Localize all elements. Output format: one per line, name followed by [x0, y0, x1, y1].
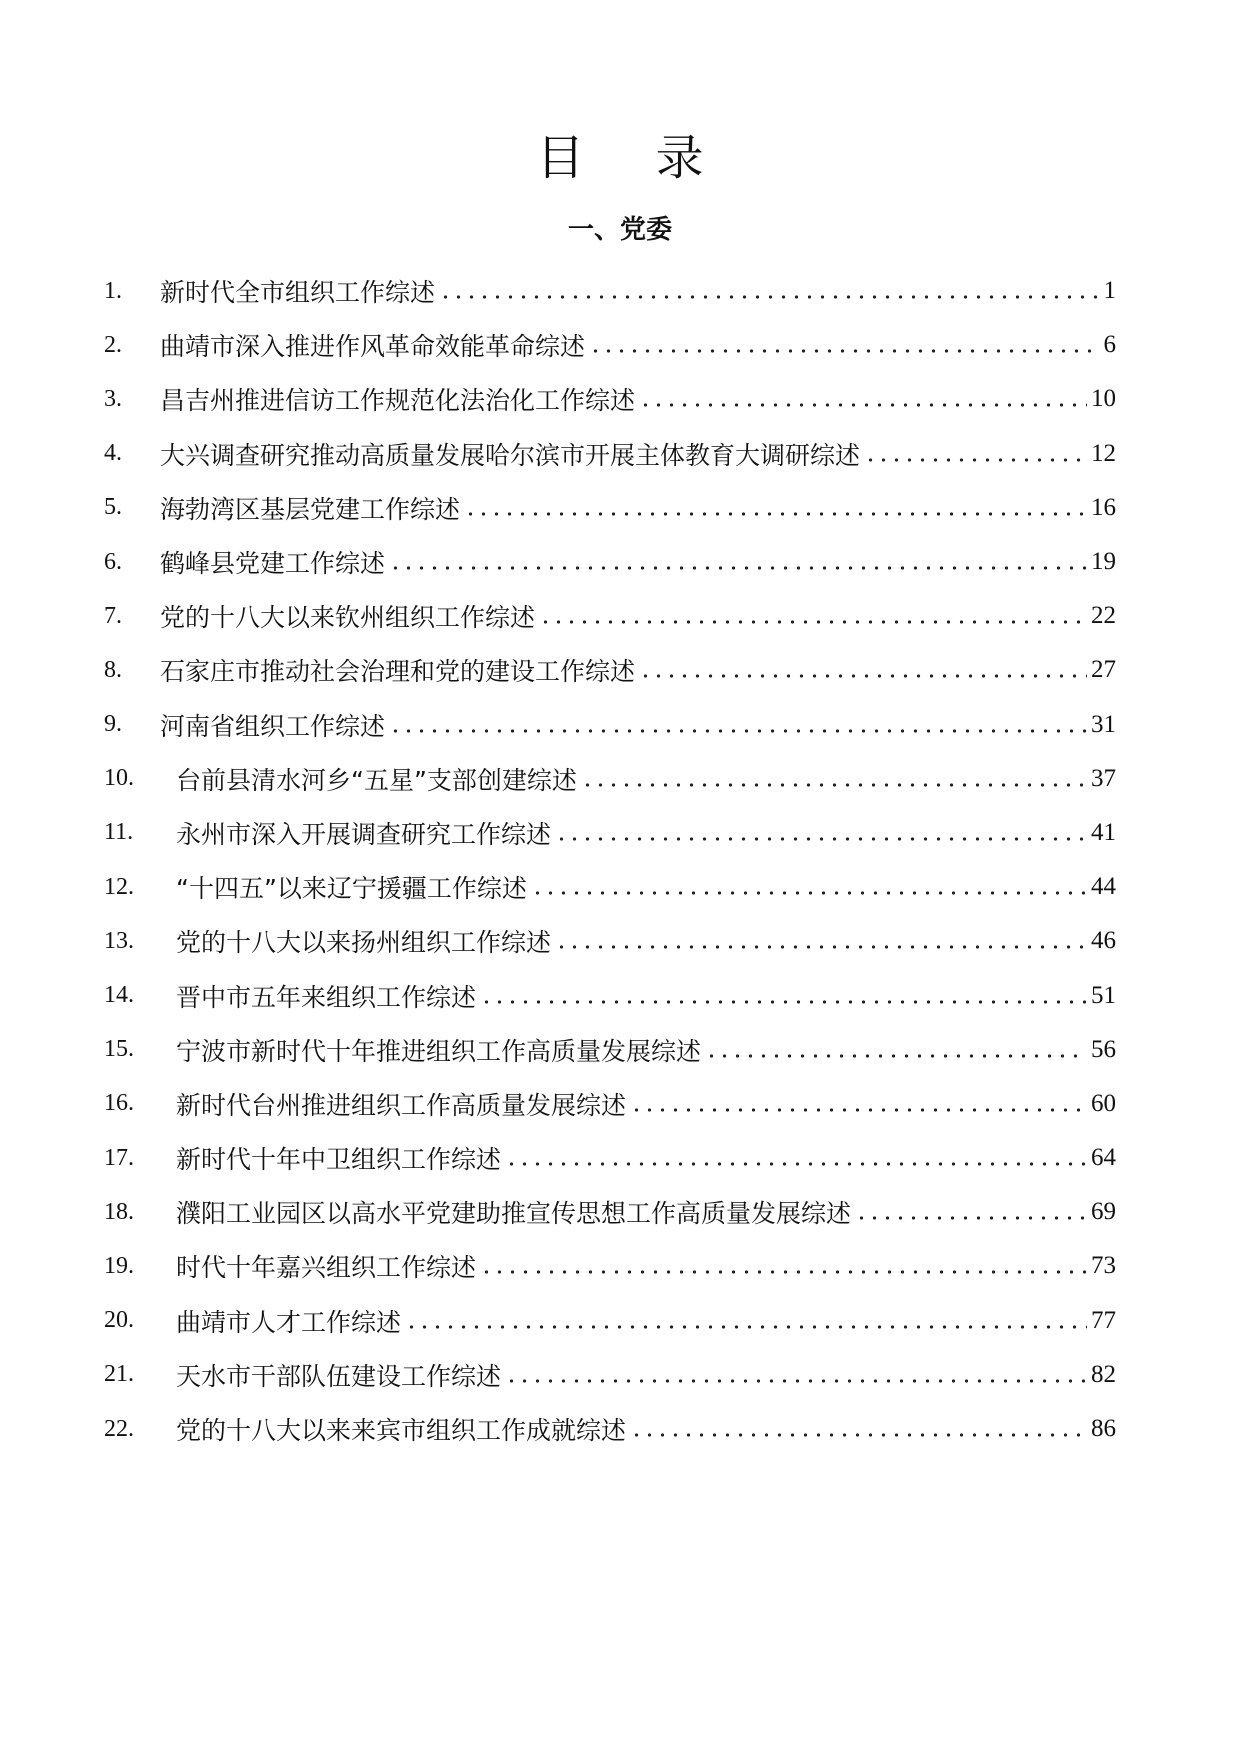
toc-entry-title: 大兴调查研究推动高质量发展哈尔滨市开展主体教育大调研综述 — [160, 440, 861, 470]
toc-entry[interactable] — [104, 968, 1116, 1022]
toc-entry[interactable] — [104, 535, 1116, 589]
toc-entry-number: 8. — [104, 656, 122, 683]
toc-entry-title: 新时代台州推进组织工作高质量发展综述 — [176, 1090, 627, 1120]
section-heading: 一、党委 — [567, 215, 672, 245]
toc-entry[interactable] — [104, 1077, 1116, 1131]
toc-entry-title: 时代十年嘉兴组织工作综述 — [176, 1253, 477, 1283]
toc-entry-number: 15. — [104, 1036, 134, 1063]
toc-dot-leader — [555, 834, 1087, 844]
toc-entry-number: 19. — [104, 1252, 134, 1279]
toc-dot-leader — [855, 1213, 1087, 1223]
toc-entry-page-number: 56 — [1091, 1035, 1116, 1063]
toc-entry-number: 12. — [104, 873, 134, 900]
toc-entry[interactable] — [104, 264, 1116, 318]
toc-entry-title: 石家庄市推动社会治理和党的建设工作综述 — [160, 657, 636, 687]
toc-entry-page-number: 73 — [1091, 1252, 1116, 1280]
toc-entry[interactable] — [104, 427, 1116, 481]
toc-dot-leader — [439, 292, 1099, 302]
toc-entry-page-number: 69 — [1091, 1198, 1116, 1226]
toc-entry-title: 党的十八大以来来宾市组织工作成就综述 — [176, 1416, 627, 1446]
toc-dot-leader — [589, 346, 1099, 356]
toc-entry-page-number: 60 — [1091, 1089, 1116, 1117]
toc-dot-leader — [581, 780, 1087, 790]
toc-entry[interactable] — [104, 1185, 1116, 1239]
toc-entry-title: 党的十八大以来扬州组织工作综述 — [176, 928, 552, 958]
page-title: 目 录 — [536, 130, 732, 186]
toc-entry-page-number: 31 — [1091, 710, 1116, 738]
toc-entry-page-number: 27 — [1091, 656, 1116, 684]
toc-dot-leader — [705, 1051, 1087, 1061]
toc-dot-leader — [389, 726, 1087, 736]
toc-entry-title: 海勃湾区基层党建工作综述 — [160, 494, 461, 524]
toc-entry-page-number: 6 — [1103, 331, 1116, 359]
toc-entry-page-number: 44 — [1091, 873, 1116, 901]
toc-dot-leader — [531, 888, 1087, 898]
toc-dot-leader — [639, 400, 1087, 410]
toc-entry-title: “十四五”以来辽宁援疆工作综述 — [176, 874, 527, 904]
toc-entry-page-number: 41 — [1091, 818, 1116, 846]
toc-entry-title: 濮阳工业园区以高水平党建助推宣传思想工作高质量发展综述 — [176, 1199, 852, 1229]
toc-entry-title: 鹤峰县党建工作综述 — [160, 549, 386, 579]
toc-entry-number: 21. — [104, 1361, 134, 1388]
toc-entry[interactable] — [104, 1023, 1116, 1077]
toc-entry[interactable] — [104, 318, 1116, 372]
toc-entry-number: 18. — [104, 1198, 134, 1225]
toc-entry-page-number: 46 — [1091, 927, 1116, 955]
toc-dot-leader — [639, 671, 1087, 681]
toc-entry-page-number: 1 — [1103, 277, 1116, 305]
toc-entry-number: 22. — [104, 1415, 134, 1442]
toc-entry-title: 台前县清水河乡“五星”支部创建综述 — [176, 765, 577, 795]
toc-entry-page-number: 64 — [1091, 1144, 1116, 1172]
toc-entry-number: 3. — [104, 385, 122, 412]
toc-entry[interactable] — [104, 1294, 1116, 1348]
toc-dot-leader — [505, 1159, 1087, 1169]
toc-entry-page-number: 51 — [1091, 981, 1116, 1009]
toc-entry[interactable] — [104, 860, 1116, 914]
toc-entry-page-number: 10 — [1091, 385, 1116, 413]
toc-dot-leader — [405, 1322, 1087, 1332]
toc-entry[interactable] — [104, 372, 1116, 426]
toc-entry[interactable] — [104, 1402, 1116, 1456]
toc-entry-title: 天水市干部队伍建设工作综述 — [176, 1361, 502, 1391]
toc-entry[interactable] — [104, 643, 1116, 697]
toc-entry[interactable] — [104, 589, 1116, 643]
toc-dot-leader — [480, 997, 1087, 1007]
toc-entry-page-number: 86 — [1091, 1415, 1116, 1443]
toc-entry-page-number: 77 — [1091, 1306, 1116, 1334]
toc-dot-leader — [464, 509, 1087, 519]
toc-entry[interactable] — [104, 481, 1116, 535]
toc-entry-title: 党的十八大以来钦州组织工作综述 — [160, 603, 536, 633]
toc-entry-page-number: 19 — [1091, 548, 1116, 576]
toc-entry-number: 16. — [104, 1090, 134, 1117]
toc-entry-number: 13. — [104, 927, 134, 954]
toc-entry-page-number: 37 — [1091, 764, 1116, 792]
toc-entry-number: 5. — [104, 494, 122, 521]
toc-entry-number: 17. — [104, 1144, 134, 1171]
toc-entry-number: 9. — [104, 711, 122, 738]
toc-entry-number: 10. — [104, 765, 134, 792]
table-of-contents — [104, 264, 1116, 1456]
toc-dot-leader — [864, 455, 1087, 465]
toc-entry-title: 昌吉州推进信访工作规范化法治化工作综述 — [160, 386, 636, 416]
toc-entry-title: 新时代十年中卫组织工作综述 — [176, 1145, 502, 1175]
toc-entry-page-number: 12 — [1091, 439, 1116, 467]
toc-entry-title: 新时代全市组织工作综述 — [160, 278, 436, 308]
toc-entry[interactable] — [104, 1348, 1116, 1402]
toc-entry-title: 河南省组织工作综述 — [160, 711, 386, 741]
toc-entry-number: 6. — [104, 548, 122, 575]
toc-entry-title: 永州市深入开展调查研究工作综述 — [176, 819, 552, 849]
toc-entry[interactable] — [104, 752, 1116, 806]
toc-entry-page-number: 22 — [1091, 602, 1116, 630]
toc-dot-leader — [389, 563, 1087, 573]
toc-entry[interactable] — [104, 914, 1116, 968]
toc-entry-number: 14. — [104, 982, 134, 1009]
toc-entry[interactable] — [104, 1131, 1116, 1185]
toc-entry[interactable] — [104, 698, 1116, 752]
toc-entry-page-number: 82 — [1091, 1360, 1116, 1388]
toc-dot-leader — [555, 942, 1087, 952]
toc-entry-page-number: 16 — [1091, 493, 1116, 521]
toc-entry[interactable] — [104, 1239, 1116, 1293]
toc-entry-number: 7. — [104, 602, 122, 629]
toc-dot-leader — [539, 617, 1087, 627]
toc-dot-leader — [630, 1105, 1087, 1115]
toc-entry-number: 2. — [104, 331, 122, 358]
toc-entry-number: 11. — [104, 819, 134, 846]
toc-entry-title: 曲靖市深入推进作风革命效能革命综述 — [160, 332, 586, 362]
toc-dot-leader — [630, 1430, 1087, 1440]
toc-dot-leader — [505, 1376, 1087, 1386]
toc-entry-number: 1. — [104, 277, 122, 304]
toc-entry-number: 4. — [104, 440, 122, 467]
toc-dot-leader — [480, 1267, 1087, 1277]
toc-entry[interactable] — [104, 806, 1116, 860]
toc-entry-title: 晋中市五年来组织工作综述 — [176, 982, 477, 1012]
toc-entry-title: 曲靖市人才工作综述 — [176, 1307, 402, 1337]
toc-entry-title: 宁波市新时代十年推进组织工作高质量发展综述 — [176, 1036, 702, 1066]
toc-entry-number: 20. — [104, 1307, 134, 1334]
